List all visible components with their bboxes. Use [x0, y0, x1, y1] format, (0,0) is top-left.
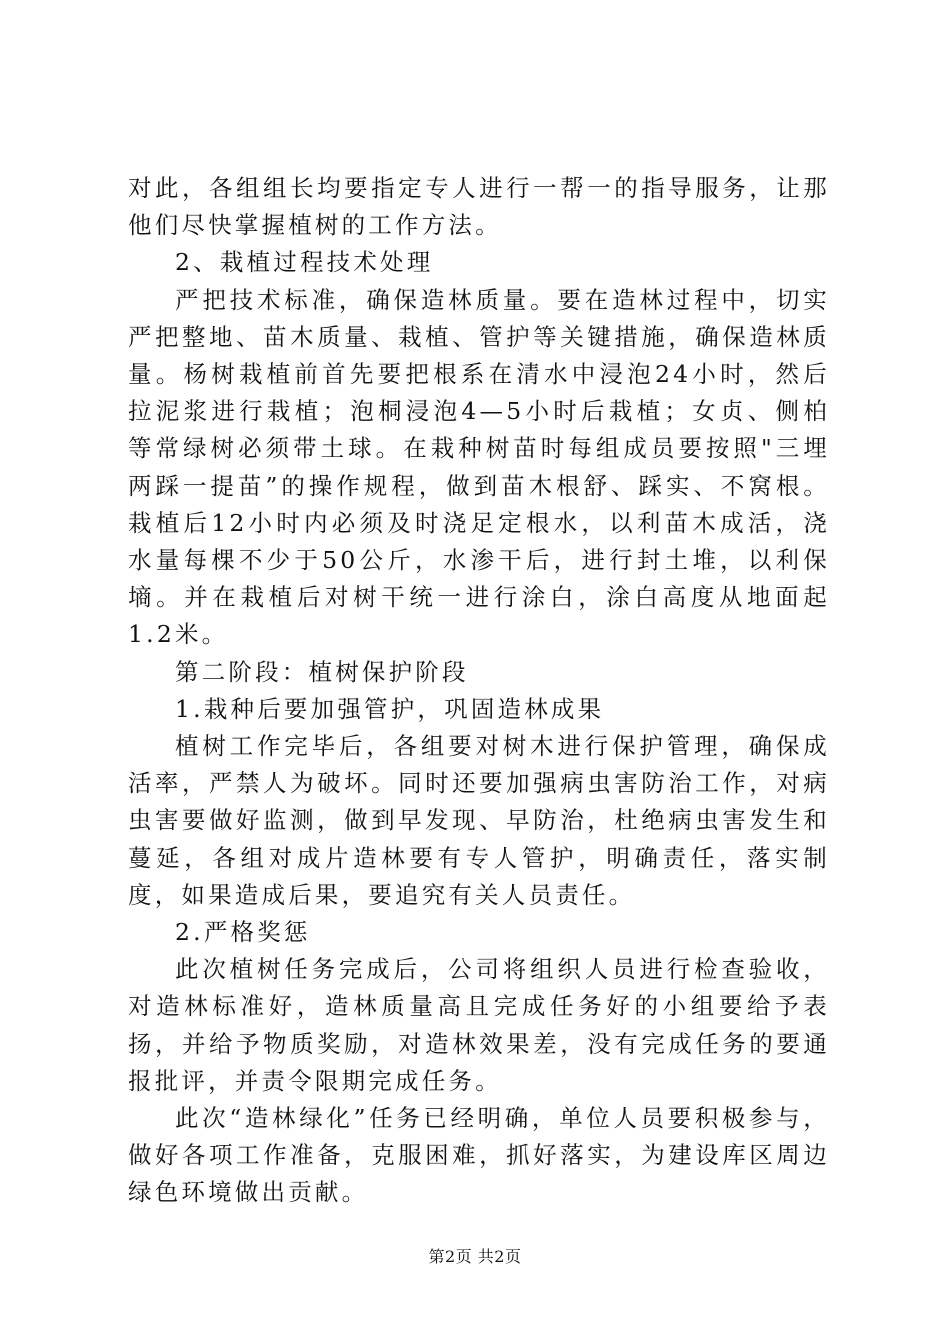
paragraph-planting-technique: 严把技术标准，确保造林质量。要在造林过程中，切实严把整地、苗木质量、栽植、管护等关键措施，确保造林质量。杨树栽植前首先要把根系在清水中浸泡24小时，然后拉泥浆进行栽植；泡桐浸泡4—5小时后栽植；女贞、侧柏等常绿树必须带土球。在栽种树苗时每组成员要按照"三埋两踩一提苗”的操作规程，做到苗木根舒、踩实、不窝根。栽植后12小时内必须及时浇足定根水，以利苗木成活，浇水量每棵不少于50公斤，水渗干后，进行封土堆，以利保墒。并在栽植后对树干统一进行涂白，涂白高度从地面起1.2米。 [128, 285, 830, 649]
paragraph-rewards: 此次植树任务完成后，公司将组织人员进行检查验收，对造林标准好，造林质量高且完成任务好的小组要给予表扬，并给予物质奖励，对造林效果差，没有完成任务的要通报批评，并责令限期完成任务。 [128, 955, 830, 1095]
section-heading-rewards: 2.严格奖惩 [175, 918, 311, 947]
section-heading-management: 1.栽种后要加强管护，巩固造林成果 [175, 694, 605, 723]
section-heading-planting-technique: 2、栽植过程技术处理 [175, 248, 434, 277]
paragraph-management: 植树工作完毕后，各组要对树木进行保护管理，确保成活率，严禁人为破坏。同时还要加强病虫害防治工作，对病虫害要做好监测，做到早发现、早防治，杜绝病虫害发生和蔓延，各组对成片造林要有专人管护，明确责任，落实制度，如果造成后果，要追究有关人员责任。 [128, 732, 830, 909]
page-footer: 第2页 共2页 [428, 1247, 522, 1266]
paragraph-conclusion: 此次“造林绿化”任务已经明确，单位人员要积极参与，做好各项工作准备，克服困难，抓好落实，为建设库区周边绿色环境做出贡献。 [128, 1104, 830, 1207]
document-body [128, 170, 830, 1212]
stage-heading-protection: 第二阶段：植树保护阶段 [175, 657, 469, 686]
paragraph-continuation: 对此，各组组长均要指定专人进行一帮一的指导服务，让那他们尽快掌握植树的工作方法。 [128, 174, 830, 240]
